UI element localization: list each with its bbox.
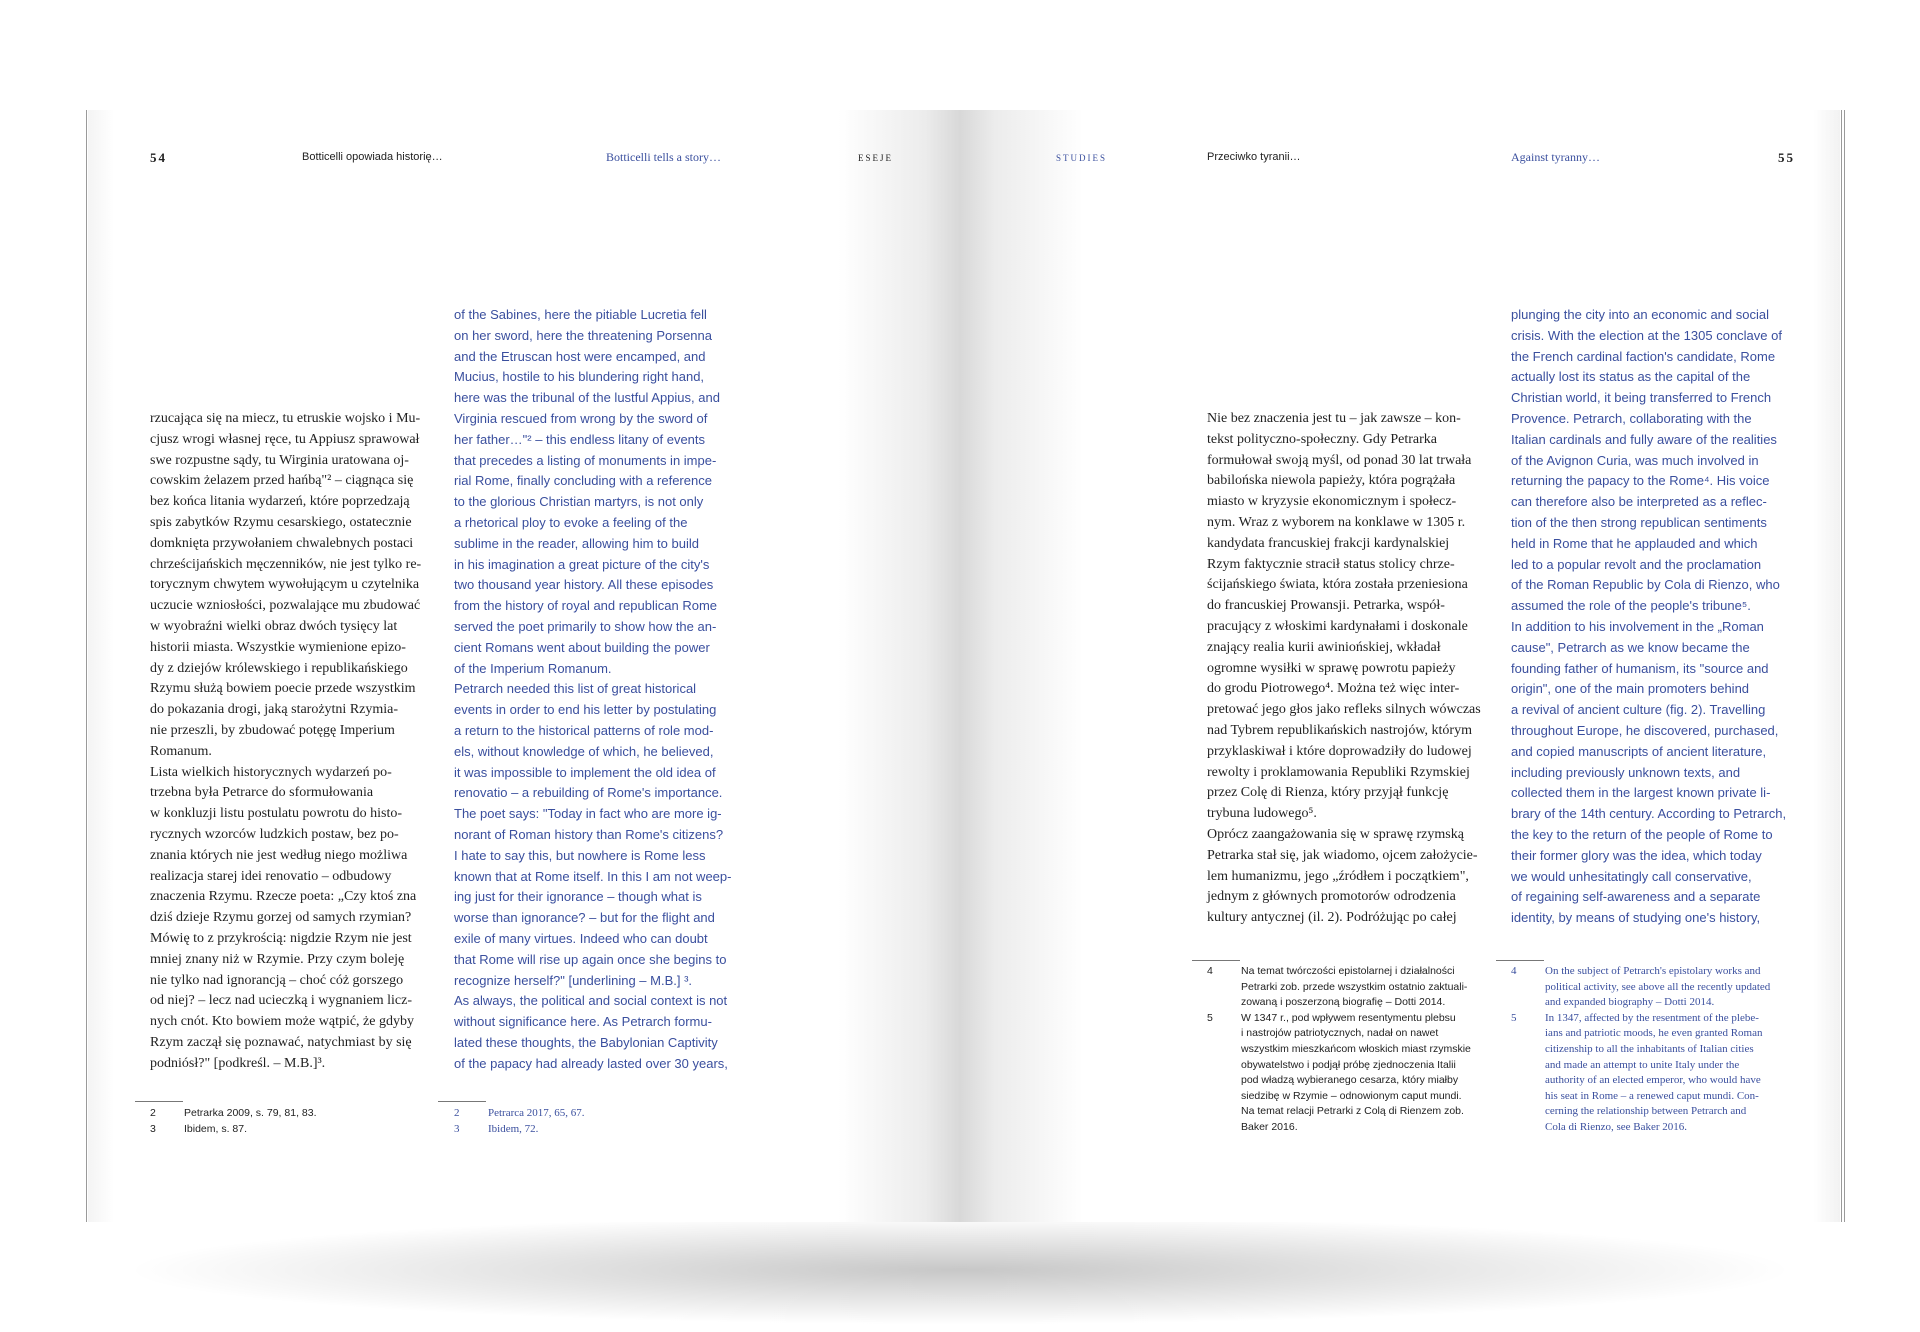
footnote-line (1207, 1120, 1471, 1136)
text-line: znaczenia Rzymu. Rzecze poeta: „Czy ktoś zna (150, 889, 417, 905)
footnote-line (1511, 1104, 1770, 1120)
text-line: pretować jego głos jako refleks silnych wówczas (1207, 702, 1481, 718)
footnote-text: siedzibę w Rzymie – odnowionym caput mundi. (1241, 1089, 1462, 1102)
text-line: As always, the political and social context is not (454, 993, 728, 1009)
text-line: of the Avignon Curia, was much involved in (1511, 452, 1759, 468)
text-line: kandydata francuskiej frakcji kardynalskiej (1207, 535, 1450, 551)
text-line: a return to the historical patterns of role mod- (454, 722, 714, 738)
footnote-text: Na temat twórczości epistolarnej i działalności (1241, 965, 1455, 977)
text-line: founding father of humanism, its "source and (1511, 660, 1769, 676)
text-line: w konkluzji listu postulatu powrotu do histo- (150, 806, 402, 822)
footnote-line (1511, 1073, 1770, 1089)
text-line: Romanum. (150, 743, 212, 759)
footnote-text: Ibidem, 72. (488, 1122, 539, 1135)
text-line: it was impossible to implement the old idea of (454, 764, 716, 780)
text-line: of regaining self-awareness and a separate (1511, 889, 1761, 905)
footnote-text: Ibidem, s. 87. (184, 1122, 248, 1135)
text-line: cowskim żelazem przed hańbą"² – ciągnąca się (150, 473, 414, 489)
text-line: Oprócz zaangażowania się w sprawę rzymską (1207, 826, 1464, 842)
right-footnotes-english (1511, 964, 1770, 1136)
footnote-text: i nastrojów patriotycznych, nadał on nawet (1241, 1027, 1439, 1040)
text-line: The poet says: "Today in fact who are more ig- (454, 806, 722, 822)
text-line: pracujący z włoskimi kardynałami i doskonale (1207, 618, 1468, 634)
text-line: dy z dziejów królewskiego i republikańskiego (150, 660, 408, 676)
footnote-line (1511, 980, 1770, 996)
footnote-number: 3 (150, 1122, 156, 1135)
footnote-text: and expanded biography – Dotti 2014. (1545, 996, 1715, 1009)
text-line: Petrarch needed this list of great historical (454, 681, 697, 697)
text-line: ścijańskiego świata, która została przeniesiona (1207, 577, 1468, 593)
book-shadow (120, 1215, 1800, 1325)
text-line: lated these thoughts, the Babylonian Captivity (454, 1034, 718, 1050)
text-line: In addition to his involvement in the „Roman (1511, 618, 1764, 634)
text-line: Italian cardinals and fully aware of the realities (1511, 431, 1777, 447)
text-line: plunging the city into an economic and social (1511, 307, 1769, 322)
text-line: crisis. With the election at the 1305 conclave of (1511, 327, 1782, 343)
footnote-line (1207, 1042, 1471, 1058)
text-line: Christian world, it being transferred to French (1511, 390, 1772, 406)
text-line: Petrarka stał się, jak wiadomo, ojcem założycie- (1207, 847, 1478, 863)
footnote-text: his seat in Rome – a renewed caput mundi. Con- (1545, 1089, 1759, 1102)
text-line: recognize herself?" [underlining – M.B.] ³. (454, 972, 693, 988)
footnote-text: Na temat relacji Petrarki z Colą di Rienzem zob. (1241, 1105, 1464, 1118)
text-line: chrześcijańskich męczenników, nie jest tylko re- (150, 556, 422, 572)
text-line: cjusz wrogi własnej ręce, tu Appiusz sprawował (150, 431, 420, 447)
text-line: od niej? – lecz nad ucieczką i wygnaniem licz- (150, 993, 412, 1009)
text-line: I hate to say this, but nowhere is Rome less (454, 847, 706, 863)
footnote-text: citizenship to all the inhabitants of Italian cities (1545, 1042, 1754, 1055)
footnote-line (1207, 980, 1471, 996)
text-line: dziś dzieje Rzymu gorzej od samych rzymian? (150, 910, 412, 926)
text-line: brary of the 14th century. According to Petrarch, (1511, 806, 1787, 822)
footnote-text: Cola di Rienzo, see Baker 2016. (1545, 1120, 1688, 1133)
text-line: trybuna ludowego⁵. (1207, 806, 1317, 822)
footnote-line (1207, 1089, 1471, 1105)
text-line: do francuskiej Prowansji. Petrarka, współ- (1207, 598, 1445, 614)
footnote-line (454, 1122, 585, 1138)
footnote-text: wszystkim mieszkańcom włoskich miast rzymskie (1241, 1042, 1471, 1055)
text-line: events in order to end his letter by postulating (454, 702, 717, 718)
left-column-english (454, 305, 731, 1074)
text-line: znania których nie jest według niego możliwa (150, 847, 408, 863)
text-line: nad Tybrem republikańskich nastrojów, którym (1207, 722, 1472, 738)
text-line: bez końca litania wydarzeń, które poprzedzają (150, 494, 410, 510)
text-line: cient Romans went about building the power (454, 639, 710, 655)
right-footnote-rule-pl (1192, 960, 1240, 961)
footnote-number: 5 (1207, 1011, 1213, 1024)
text-line: we would unhesitatingly call conservative, (1511, 868, 1752, 884)
text-line: the French cardinal faction's candidate, Rome (1511, 348, 1776, 364)
right-header-pl: Przeciwko tyranii… (1207, 151, 1301, 163)
text-line: here was the tribunal of the lustful Appius, and (454, 390, 720, 406)
text-line: ing just for their ignorance – though what is (454, 889, 702, 905)
text-line: in his imagination a great picture of the city's (454, 556, 710, 572)
left-footnotes-polish (150, 1106, 317, 1137)
footnote-text: In 1347, affected by the resentment of the plebe- (1545, 1011, 1759, 1024)
text-line: a revival of ancient culture (fig. 2). Travelling (1511, 702, 1766, 718)
footnote-text: W 1347 r., pod wpływem resentymentu plebsu (1241, 1011, 1456, 1024)
left-page-number: 54 (150, 150, 167, 165)
text-line: on her sword, here the threatening Porsenna (454, 327, 713, 343)
text-line: cause", Petrarch as we know became the (1511, 639, 1750, 655)
text-line: of the Roman Republic by Cola di Rienzo, who (1511, 577, 1780, 593)
text-line: without significance here. As Petrarch formu- (454, 1014, 712, 1030)
text-line: exile of many virtues. Indeed who can doubt (454, 930, 708, 946)
text-line: renovatio – a rebuilding of Rome's importance. (454, 785, 723, 801)
text-line: do grodu Piotrowego⁴. Można też więc inter- (1207, 681, 1460, 697)
text-line: spis zabytków Rzymu cesarskiego, ostatecznie (150, 514, 412, 530)
text-line: realizacja starej idei renovatio – odbudowy (150, 868, 392, 884)
footnote-text: and made an attempt to unite Italy under the (1545, 1058, 1740, 1071)
text-line: worse than ignorance? – but for the flight and (454, 910, 715, 926)
text-line: Nie bez znaczenia jest tu – jak zawsze – kon- (1207, 411, 1461, 426)
text-line: znający realia kurii awiniońskiej, wkładał (1207, 639, 1441, 655)
footnote-text: ians and patriotic moods, he even granted Roman (1545, 1027, 1763, 1040)
footnote-text: pod władzą wybieranego cesarza, który miałby (1241, 1074, 1459, 1087)
text-line: mniej znany niż w Rzymie. Przy czym boleję (150, 951, 405, 967)
text-line: Lista wielkich historycznych wydarzeń po- (150, 764, 392, 780)
text-line: that Rome will rise up again once she begins to (454, 951, 727, 967)
text-line: served the poet primarily to show how the an- (454, 618, 717, 634)
text-line: jednym z głównych promotorów odrodzenia (1207, 889, 1456, 905)
text-line: and the Etruscan host were encamped, and (454, 348, 706, 364)
footnote-line (1207, 995, 1471, 1011)
text-line: przez Colę di Rienza, który przyjął funkcję (1207, 785, 1449, 801)
text-line: identity, by means of studying one's history, (1511, 910, 1761, 926)
text-line: that precedes a listing of monuments in impe- (454, 452, 717, 468)
text-line: throughout Europe, he discovered, purchased, (1511, 722, 1779, 738)
text-line: of the papacy had already lasted over 30 years, (454, 1055, 728, 1071)
text-line: Provence. Petrarch, collaborating with the (1511, 410, 1752, 426)
text-line: sublime in the reader, allowing him to build (454, 535, 699, 551)
text-line: torycznym chwytem wywołującym u czytelnika (150, 577, 420, 593)
footnote-line (1511, 1089, 1770, 1105)
right-footnote-rule-en (1496, 960, 1544, 961)
text-line: kultury antycznej (il. 2). Podróżując po całej (1207, 910, 1457, 926)
footnote-line (1207, 1058, 1471, 1074)
footnote-number: 2 (150, 1107, 156, 1119)
footnote-line (1207, 1073, 1471, 1089)
text-line: two thousand year history. All these episodes (454, 577, 714, 593)
footnote-number: 4 (1511, 965, 1517, 977)
text-line: lem humanizmu, jego „źródłem i początkiem", (1207, 868, 1469, 884)
footnote-line (1511, 1058, 1770, 1074)
footnote-line (1511, 1011, 1770, 1027)
footnote-line (1511, 964, 1770, 980)
text-line: trzebna była Petrarce do sformułowania (150, 785, 374, 801)
right-column-english (1511, 305, 1786, 929)
text-line: known that at Rome itself. In this I am not weep- (454, 868, 732, 884)
right-page-number: 55 (1778, 150, 1795, 165)
footnote-text: Petrarca 2017, 65, 67. (488, 1107, 585, 1119)
text-line: tion of the then strong republican sentiments (1511, 514, 1767, 530)
text-line: w wyobraźni wielki obraz dwóch tysięcy lat (150, 618, 398, 634)
footnote-text: cerning the relationship between Petrarch and (1545, 1105, 1747, 1118)
footnote-line (150, 1122, 317, 1138)
text-line: domknięta przywołaniem chwalebnych postaci (150, 535, 414, 551)
text-line: Rzym faktycznie stracił status stolicy chrze- (1207, 556, 1455, 572)
text-line: swe rozpustne sądy, tu Wirginia uratowana oj- (150, 452, 409, 468)
text-line: Virginia rescued from wrong by the sword of (454, 410, 708, 426)
left-footnotes-english (454, 1106, 585, 1137)
text-line: her father…"² – this endless litany of events (454, 431, 706, 447)
text-line: formułował swoją myśl, od ponad 30 lat trwała (1207, 452, 1472, 468)
text-line: actually lost its status as the capital of the (1511, 369, 1751, 385)
text-line: nie przeszli, by zbudować potęgę Imperium (150, 722, 395, 738)
footnote-text: political activity, see above all the recently updated (1545, 980, 1771, 993)
text-line: assumed the role of the people's tribune⁵. (1511, 598, 1751, 614)
text-line: origin", one of the main promoters behind (1511, 681, 1750, 697)
footnote-text: zowaną i poszerzoną biografię – Dotti 2014. (1241, 996, 1446, 1009)
text-line: do pokazania drogi, jaką starożytni Rzymia- (150, 702, 399, 718)
text-line: babilońska niewola papieży, która pogrążała (1207, 473, 1456, 489)
text-line: the key to the return of the people of Rome to (1511, 826, 1773, 842)
text-line: of the Imperium Romanum. (454, 660, 612, 676)
footnote-text: Baker 2016. (1241, 1120, 1298, 1133)
text-line: rial Rome, finally concluding with a reference (454, 473, 712, 489)
text-line: ogromne wysiłki w sprawę powrotu papieży (1207, 660, 1456, 676)
text-line: led to a popular revolt and the proclamation (1511, 556, 1762, 572)
text-line: Mówię to z przykrością: nigdzie Rzym nie jest (150, 930, 412, 946)
text-line: els, without knowledge of which, he believed, (454, 743, 714, 759)
footnote-number: 4 (1207, 965, 1213, 977)
text-line: Rzym zaczął się poznawać, natychmiast by się (150, 1034, 412, 1050)
footnote-line (1207, 964, 1471, 980)
left-header-pl: Botticelli opowiada historię… (302, 151, 443, 163)
footnote-line (150, 1106, 317, 1122)
text-line: collected them in the largest known private li- (1511, 785, 1771, 801)
text-line: uczucie wzniosłości, pozwalające mu zbudować (150, 598, 421, 614)
footnote-number: 5 (1511, 1011, 1517, 1024)
footnote-text: On the subject of Petrarch's epistolary works and (1545, 965, 1761, 977)
text-line: nych cnót. Kto bowiem może wątpić, że gdyby (150, 1014, 414, 1030)
text-line: of the Sabines, here the pitiable Lucretia fell (454, 307, 707, 322)
left-header-en: Botticelli tells a story… (606, 150, 721, 164)
left-footnote-rule-en (438, 1101, 486, 1102)
left-column-polish (150, 409, 421, 1075)
footnote-line (1511, 1120, 1770, 1136)
text-line: miasto w kryzysie ekonomicznym i społecz- (1207, 494, 1457, 510)
text-line: przyklaskiwał i które doprowadziły do ludowej (1207, 743, 1472, 759)
text-line: including previously unknown texts, and (1511, 764, 1741, 780)
footnote-text: Petrarka 2009, s. 79, 81, 83. (184, 1107, 317, 1119)
right-column-polish (1207, 409, 1481, 929)
right-section-label: STUDIES (1056, 153, 1108, 163)
text-line: podniósł?" [podkreśl. – M.B.]³. (150, 1055, 326, 1071)
footnote-line (1511, 995, 1770, 1011)
text-line: historii miasta. Wszystkie wymienione epizo- (150, 639, 406, 655)
text-line: and copied manuscripts of ancient literature, (1511, 743, 1767, 759)
footnote-number: 3 (454, 1122, 460, 1135)
text-line: from the history of royal and republican Rome (454, 598, 718, 614)
text-line: their former glory was the idea, which today (1511, 847, 1762, 863)
footnote-number: 2 (454, 1107, 460, 1119)
right-footnotes-polish (1207, 964, 1471, 1136)
text-line: tekst polityczno-społeczny. Gdy Petrarka (1207, 431, 1438, 447)
text-line: Rzymu służą bowiem poecie przede wszystkim (150, 681, 416, 697)
footnote-line (1511, 1042, 1770, 1058)
text-line: held in Rome that he applauded and which (1511, 535, 1758, 551)
text-line: rycznych wzorców ludzkich postaw, bez po- (150, 826, 399, 842)
text-line: a rhetorical ploy to evoke a feeling of the (454, 514, 688, 530)
text-line: nie tylko nad ignorancją – choć cóż gorszego (150, 972, 404, 988)
text-line: norant of Roman history than Rome's citizens? (454, 826, 724, 842)
footnote-text: Petrarki zob. przede wszystkim ostatnio zaktuali- (1241, 980, 1468, 993)
text-line: returning the papacy to the Rome⁴. His voice (1511, 473, 1770, 489)
footnote-line (1207, 1104, 1471, 1120)
footnote-line (1207, 1011, 1471, 1027)
left-footnote-rule-pl (135, 1101, 183, 1102)
text-line: rewolty i proklamowania Republiki Rzymskiej (1207, 764, 1470, 780)
footnote-text: authority of an elected emperor, who would have (1545, 1074, 1761, 1087)
footnote-line (1207, 1026, 1471, 1042)
text-line: can therefore also be interpreted as a reflec- (1511, 494, 1767, 510)
footnote-line (1511, 1026, 1770, 1042)
text-line: nym. Wraz z wyborem na konklawe w 1305 r. (1207, 514, 1466, 530)
left-section-label: ESEJE (858, 153, 894, 163)
footnote-line (454, 1106, 585, 1122)
text-line: rzucająca się na miecz, tu etruskie wojsko i Mu- (150, 411, 421, 426)
footnote-text: obywatelstwo i podjął próbę zjednoczenia Italii (1241, 1058, 1456, 1071)
right-header-en: Against tyranny… (1511, 150, 1600, 164)
text-line: Mucius, hostile to his blundering right hand, (454, 369, 705, 385)
text-line: to the glorious Christian martyrs, is not only (454, 494, 704, 510)
